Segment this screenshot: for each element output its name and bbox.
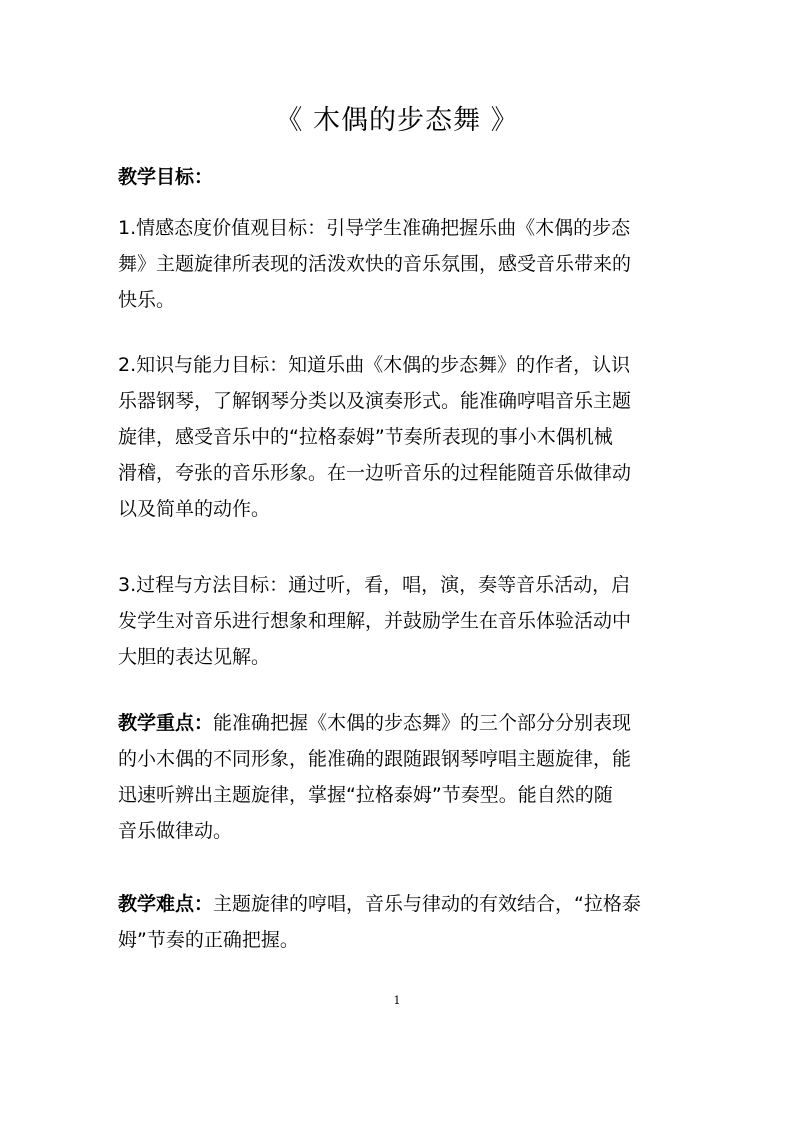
paragraph-line: 旋律，感受音乐中的“拉格泰姆”节奏所表现的事小木偶机械 <box>118 426 613 448</box>
paragraph-line: 舞》主题旋律所表现的活泼欢快的音乐氛围，感受音乐带来的 <box>118 253 632 275</box>
paragraph-line: 3.过程与方法目标：通过听，看，唱，演，奏等音乐活动，启 <box>118 574 631 596</box>
paragraph-line: 以及简单的动作。 <box>118 498 271 520</box>
paragraph-line <box>118 886 674 922</box>
objective-paragraph-3 <box>118 567 674 675</box>
paragraph-line: 滑稽，夸张的音乐形象。在一边听音乐的过程能随音乐做律动 <box>118 462 632 484</box>
page-number: 1 <box>393 994 401 1007</box>
paragraph-line: 发学生对音乐进行想象和理解，并鼓励学生在音乐体验活动中 <box>118 610 632 632</box>
paragraph-line: 大胆的表达见解。 <box>118 646 271 668</box>
key-points-label: 教学重点： <box>118 712 214 734</box>
objective-paragraph-2 <box>118 347 674 527</box>
difficulties-label: 教学难点： <box>118 893 214 915</box>
document-title: 《 木偶的步态舞 》 <box>275 105 519 136</box>
paragraph-line: 快乐。 <box>118 289 176 311</box>
objective-paragraph-1 <box>118 210 674 318</box>
paragraph-line: 音乐做律动。 <box>118 820 233 842</box>
key-points-first-line: 能准确把握《木偶的步态舞》的三个部分分别表现 <box>213 712 632 734</box>
paragraph-line: 2.知识与能力目标：知道乐曲《木偶的步态舞》的作者，认识 <box>118 354 631 376</box>
paragraph-line: 的小木偶的不同形象，能准确的跟随跟钢琴哼唱主题旋律，能 <box>118 748 632 770</box>
key-points-paragraph <box>118 705 674 849</box>
objectives-heading: 教学目标： <box>118 166 214 188</box>
paragraph-line: 姆”节奏的正确把握。 <box>118 929 299 951</box>
paragraph-line: 乐器钢琴，了解钢琴分类以及演奏形式。能准确哼唱音乐主题 <box>118 390 632 412</box>
difficulties-paragraph <box>118 886 674 958</box>
difficulties-first-line: 主题旋律的哼唱，音乐与律动的有效结合，“拉格泰 <box>213 893 641 915</box>
paragraph-line <box>118 705 674 741</box>
paragraph-line: 迅速听辨出主题旋律，掌握“拉格泰姆”节奏型。能自然的随 <box>118 784 613 806</box>
paragraph-line: 1.情感态度价值观目标：引导学生准确把握乐曲《木偶的步态 <box>118 217 631 239</box>
